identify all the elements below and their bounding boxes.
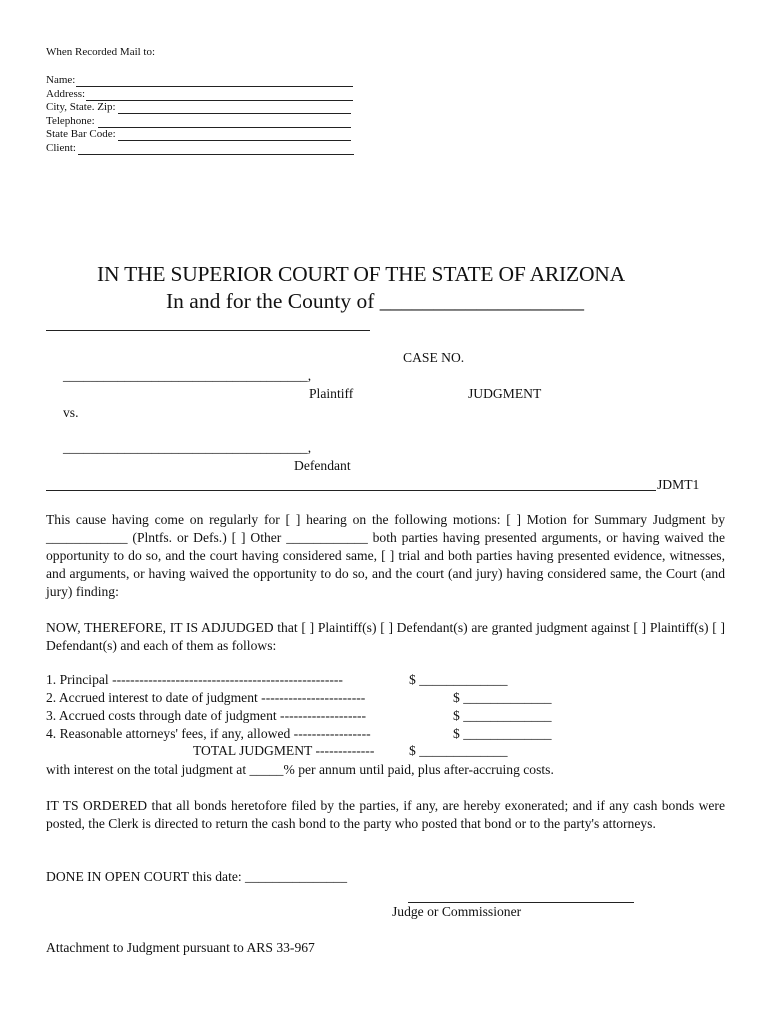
recording-heading: When Recorded Mail to: bbox=[46, 46, 156, 58]
caption-divider bbox=[46, 490, 656, 491]
plaintiff-label: Plaintiff bbox=[309, 386, 354, 401]
address-field[interactable] bbox=[86, 100, 353, 101]
county-blank[interactable]: ___________________ bbox=[379, 289, 585, 313]
city-state-zip-field[interactable] bbox=[118, 113, 351, 114]
plaintiff-name-line[interactable]: ____________________________________, bbox=[63, 368, 312, 383]
telephone-field[interactable] bbox=[98, 127, 351, 128]
telephone-label: Telephone: bbox=[46, 114, 95, 127]
form-code: JDMT1 bbox=[657, 477, 700, 492]
county-prefix: In and for the County of bbox=[166, 289, 375, 313]
total-judgment-amount[interactable]: $ _____________ bbox=[409, 743, 508, 758]
item-fees-label: 4. Reasonable attorneys' fees, if any, allowed ----------------- bbox=[46, 726, 371, 741]
city-state-zip-label: City, State. Zip: bbox=[46, 101, 116, 114]
item-interest-label: 2. Accrued interest to date of judgment ----------------------- bbox=[46, 690, 366, 705]
item-costs-label: 3. Accrued costs through date of judgment ------------------- bbox=[46, 708, 367, 723]
name-label: Name: bbox=[46, 74, 76, 86]
attachment-note: Attachment to Judgment pursuant to ARS 33-967 bbox=[46, 940, 315, 955]
item-fees-amount[interactable]: $ _____________ bbox=[453, 726, 552, 741]
item-principal-label: 1. Principal --------------------------------------------------- bbox=[46, 672, 343, 687]
motions-paragraph: This cause having come on regularly for [ ] hearing on the following motions: [ ] Motion for Summary Judgment by ____________ (Plntfs. or Defs.) [ ] Other ____________ both parties having presented arguments, or having waived the opportunity to do so, and the court having considered same, [ ] trial and both parties having presented evidence, witnesses, and arguments, or having waived the opportunity to do so, and the court (and jury) having considered same, the Court (and jury) finding: bbox=[46, 512, 725, 599]
judgment-title: JUDGMENT bbox=[468, 386, 542, 401]
case-number-label: CASE NO. bbox=[403, 350, 465, 365]
adjudged-paragraph: NOW, THEREFORE, IT IS ADJUDGED that [ ] Plaintiff(s) [ ] Defendant(s) are granted judgment against [ ] Plaintiff(s) [ ] Defendant(s) and each of them as follows: bbox=[46, 620, 725, 653]
address-label: Address: bbox=[46, 87, 86, 100]
item-principal-amount[interactable]: $ _____________ bbox=[409, 672, 508, 687]
client-field[interactable] bbox=[78, 154, 354, 155]
county-line bbox=[166, 289, 584, 314]
interest-rate-line: with interest on the total judgment at _____% per annum until paid, plus after-accruing costs. bbox=[46, 762, 554, 777]
name-field[interactable] bbox=[76, 86, 353, 87]
state-bar-code-label: State Bar Code: bbox=[46, 128, 116, 141]
client-label: Client: bbox=[46, 142, 76, 154]
total-judgment-label: TOTAL JUDGMENT ------------- bbox=[193, 743, 375, 758]
item-costs-amount[interactable]: $ _____________ bbox=[453, 708, 552, 723]
bonds-paragraph: IT TS ORDERED that all bonds heretofore filed by the parties, if any, are hereby exonerated; and if any cash bonds were posted, the Clerk is directed to return the cash bond to the party who posted that bond or to the party's attorneys. bbox=[46, 798, 725, 831]
done-in-open-court: DONE IN OPEN COURT this date: _______________ bbox=[46, 869, 348, 884]
court-title: IN THE SUPERIOR COURT OF THE STATE OF ARIZONA bbox=[97, 262, 625, 286]
state-bar-code-field[interactable] bbox=[118, 140, 351, 141]
attorney-line bbox=[46, 330, 370, 331]
item-interest-amount[interactable]: $ _____________ bbox=[453, 690, 552, 705]
defendant-name-line[interactable]: ____________________________________, bbox=[63, 440, 312, 455]
judge-label: Judge or Commissioner bbox=[392, 904, 522, 919]
judge-signature-line[interactable] bbox=[408, 902, 634, 903]
versus-label: vs. bbox=[63, 405, 79, 420]
defendant-label: Defendant bbox=[294, 458, 351, 473]
